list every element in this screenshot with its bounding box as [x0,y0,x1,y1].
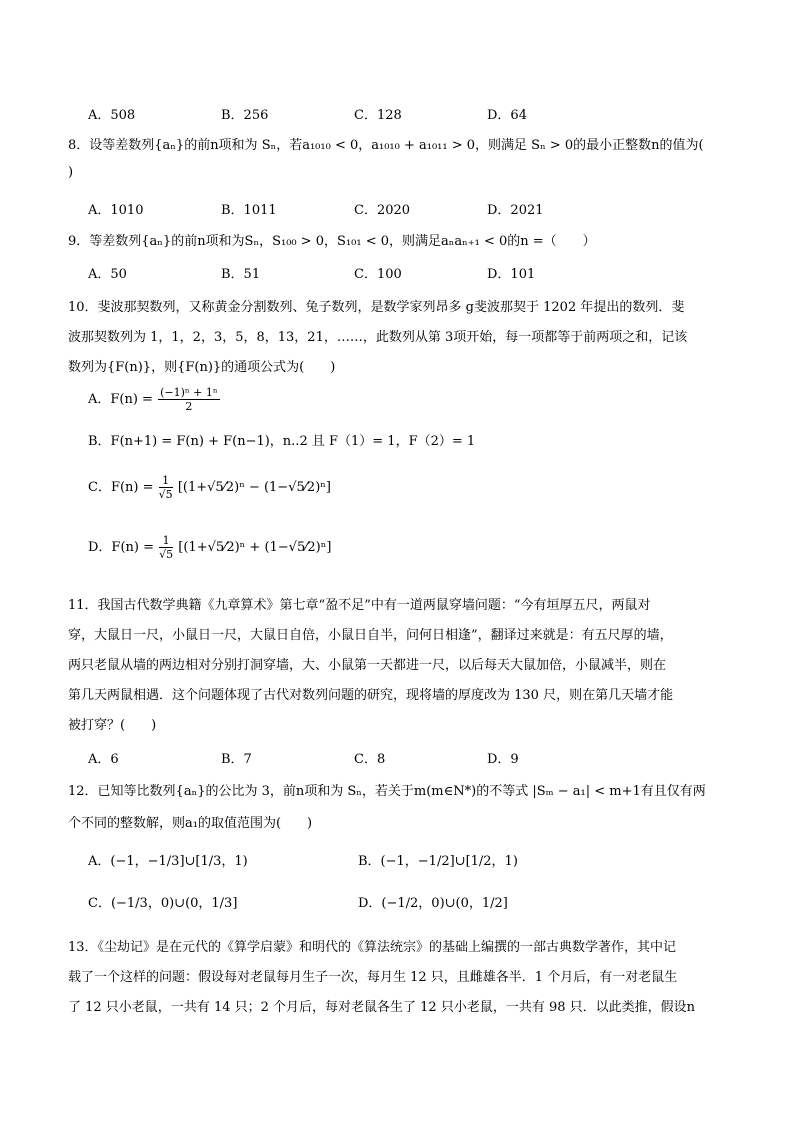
q12-options-row-2 [88,892,748,911]
q8-option-d: D．2021 [487,203,544,218]
q11-stem-line-1: 11．我国古代数学典籍《九章算术》第七章“盈不足”中有一道两鼠穿墙问题：“今有垣厚五尺，两鼠对 [68,598,651,613]
q8-options [88,199,748,218]
q12-option-c: C．(−1/3，0)∪(0，1/3] [88,896,238,911]
q8-stem: 8．设等差数列{aₙ}的前n项和为 Sₙ，若a₁₀₁₀ < 0，a₁₀₁₀ + a₁₀₁₁ > 0，则满足 Sₙ > 0的最小正整数n的值为( [68,138,704,153]
q13-stem-line-1: 13．《尘劫记》是在元代的《算学启蒙》和明代的《算法统宗》的基础上编撰的一部古典数学著作，其中记 [68,940,677,955]
q12-stem-line-2: 个不同的整数解，则a₁的取值范围为( ) [68,816,313,831]
q7-options [88,104,748,123]
q10-stem-line-1: 10．斐波那契数列，又称黄金分割数列、兔子数列，是数学家列昂多 g斐波那契于 1202 年提出的数列．斐 [68,300,685,315]
q9-option-d: D．101 [487,267,536,282]
q7-option-c: C．128 [354,108,402,123]
q10-option-b: B．F(n+1) = F(n) + F(n−1)，n..2 且 F（1）= 1，F（2）= 1 [88,434,476,449]
q12-stem-line-1: 12．已知等比数列{aₙ}的公比为 3，前n项和为 Sₙ，若关于m(m∈N*)的不等式 |Sₘ − a₁| < m+1有且仅有两 [68,784,706,799]
q12-option-a: A．(−1，−1/3]∪[1/3，1) [88,854,248,869]
q10-option-c-bracket: [(1+√5⁄2)ⁿ − (1−√5⁄2)ⁿ] [177,480,331,495]
q8-stem-tail: ) [68,165,74,180]
q8-option-b: B．1011 [221,203,277,218]
q10-stem-line-2: 波那契数列为 1，1，2，3，5，8，13，21，……，此数列从第 3项开始，每一项都等于前两项之和，记该 [68,330,688,345]
q11-option-d: D．9 [487,752,519,767]
q11-stem-line-4: 第几天两鼠相遇．这个问题体现了古代对数列问题的研究，现将墙的厚度改为 130 尺，则在第几天墙才能 [68,688,674,703]
q12-option-d: D．(−1/2，0)∪(0，1/2] [358,896,508,911]
q10-option-d: D．F(n) = $\frac{1}{√5}$ [(1+√5⁄2)ⁿ + (1−√5⁄2)ⁿ] [88,534,332,561]
q12-options-row-1 [88,850,748,869]
q8-option-c: C．2020 [354,203,411,218]
q9-option-c: C．100 [354,267,402,282]
q10-option-a-fraction: $\frac{\text{(−1)ⁿ + 1ⁿ}}{2}$ [160,386,218,413]
q13-stem-line-2: 载了一个这样的问题：假设每对老鼠每月生子一次，每月生 12 只，且雌雄各半．1 个月后，有一对老鼠生 [68,970,678,985]
q9-option-a: A．50 [88,267,127,282]
q13-stem-line-3: 了 12 只小老鼠，一共有 14 只；2 个月后，每对老鼠各生了 12 只小老鼠，一共有 98 只．以此类推，假设n [68,1000,696,1015]
q9-stem: 9．等差数列{aₙ}的前n项和为Sₙ，S₁₀₀ > 0，S₁₀₁ < 0，则满足aₙaₙ₊₁ < 0的n =（ ） [68,234,596,249]
q8-option-a: A．1010 [88,203,144,218]
q10-option-c: C．F(n) = $\frac{1}{√5}$ [(1+√5⁄2)ⁿ − (1−√5⁄2)ⁿ] [88,474,331,501]
q11-option-b: B．7 [221,752,252,767]
q12-option-b: B．(−1，−1/2]∪[1/2，1) [358,854,518,869]
q7-option-d: D．64 [487,108,527,123]
q10-option-a: A．F(n) = $\frac{\text{(−1)ⁿ + 1ⁿ}}{2}$ [88,386,218,413]
q10-option-d-bracket: [(1+√5⁄2)ⁿ + (1−√5⁄2)ⁿ] [178,540,332,555]
q9-options [88,263,748,282]
q11-stem-line-3: 两只老鼠从墙的两边相对分别打洞穿墙，大、小鼠第一天都进一尺，以后每天大鼠加倍，小鼠减半，则在 [68,658,667,673]
q11-option-a: A．6 [88,752,119,767]
q10-stem-line-3: 数列为{F(n)}，则{F(n)}的通项公式为( ) [68,360,336,375]
q7-option-b: B．256 [221,108,269,123]
q11-option-c: C．8 [354,752,386,767]
q9-option-b: B．51 [221,267,261,282]
q7-option-a: A．508 [88,108,136,123]
q11-options [88,748,748,767]
q11-stem-line-5: 被打穿？( ) [68,718,157,733]
q11-stem-line-2: 穿，大鼠日一尺，小鼠日一尺，大鼠日自倍，小鼠日自半，问何日相逢”，翻译过来就是：有五尺厚的墙， [68,628,673,643]
